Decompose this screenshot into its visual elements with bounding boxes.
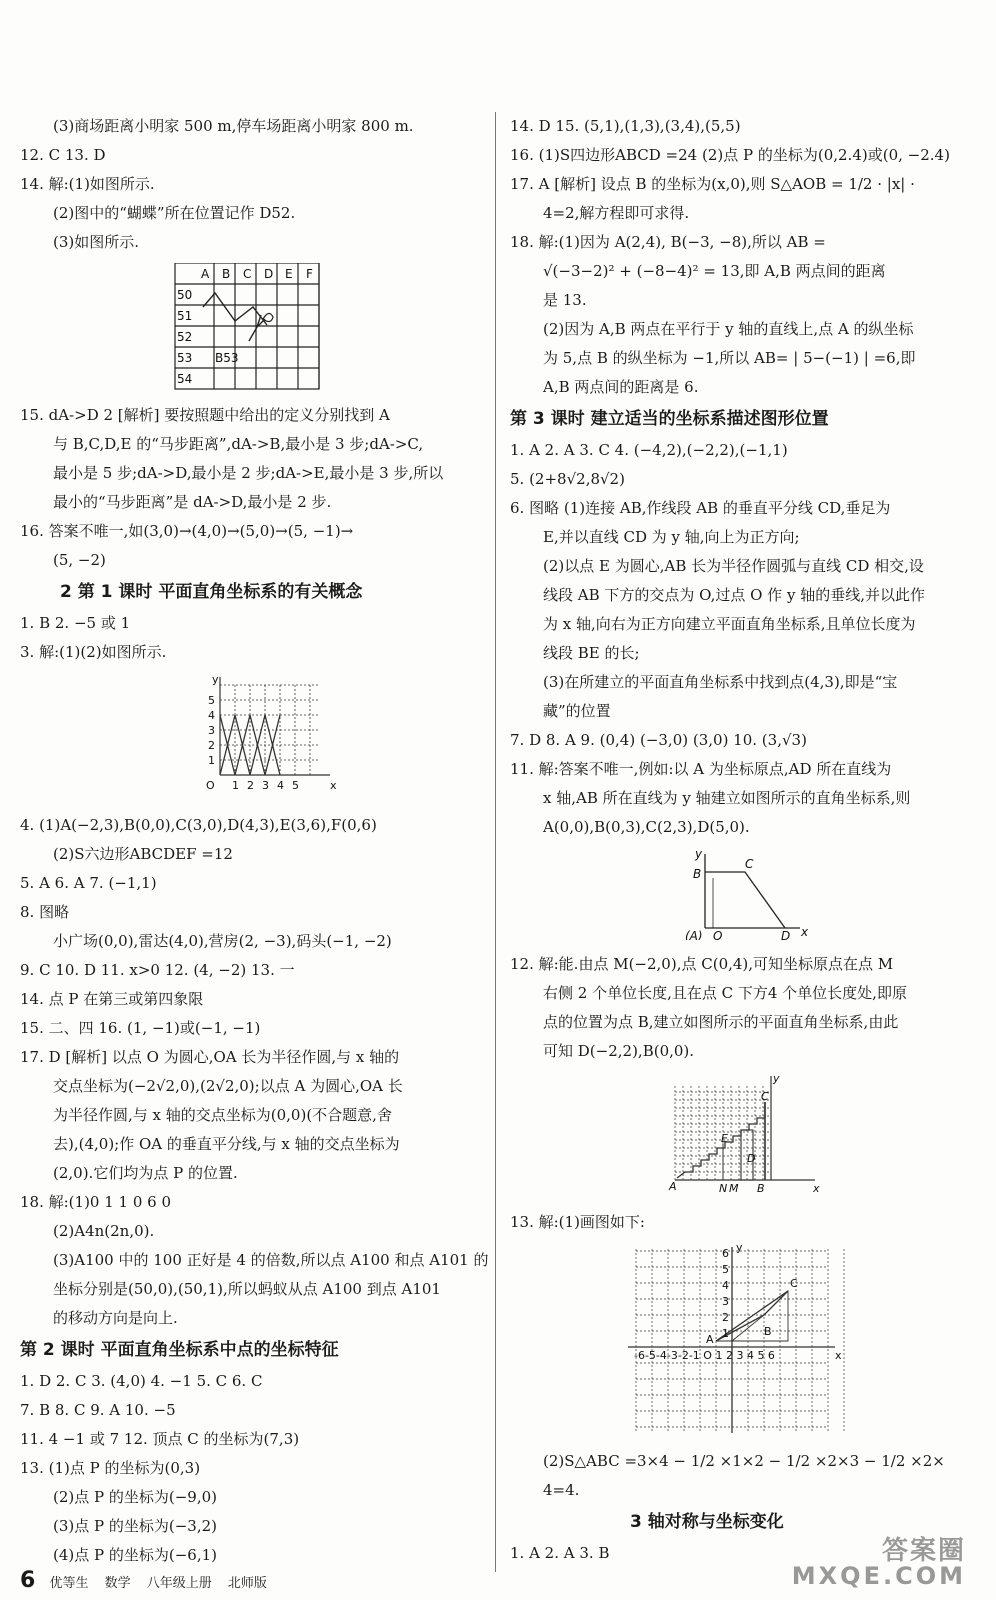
answer-line: 与 B,C,D,E 的“马步距离”,dA->B,最小是 3 步;dA->C,	[53, 435, 424, 453]
answer-line: 9. C 10. D 11. x>0 12. (4, −2) 13. 一	[20, 961, 295, 979]
answer-line: 15. 二、四 16. (1, −1)或(−1, −1)	[20, 1019, 261, 1037]
staircase-grid-figure	[510, 1072, 980, 1198]
y-tick: 4	[208, 709, 215, 722]
footer-item: 八年级上册	[146, 1576, 212, 1591]
footer-item: 数学	[104, 1576, 131, 1591]
point-label: B	[757, 1182, 765, 1195]
answer-line: 14. 解:(1)如图所示.	[20, 175, 155, 193]
x-tick: 3	[262, 779, 269, 792]
row-label: 50	[177, 288, 193, 302]
answer-line: 4=2,解方程即可求得.	[543, 204, 690, 222]
answer-line: 1. D 2. C 3. (4,0) 4. −1 5. C 6. C	[20, 1372, 263, 1390]
zigzag-figure-wrap	[20, 673, 485, 805]
answer-line: 3. 解:(1)(2)如图所示.	[20, 643, 167, 661]
answer-line: 的移动方向是向上.	[53, 1309, 178, 1327]
page-number: 6	[20, 1568, 36, 1593]
point-label: D	[781, 929, 791, 940]
answer-line: 去),(4,0);作 OA 的垂直平分线,与 x 轴的交点坐标为	[53, 1135, 400, 1153]
point-label: M	[729, 1182, 739, 1195]
x-axis-label: x	[813, 1182, 820, 1195]
answer-line: 7. D 8. A 9. (0,4) (−3,0) (3,0) 10. (3,√3)	[510, 731, 807, 749]
answer-line: 右侧 2 个单位长度,且在点 C 下方4 个单位长度处,即原	[543, 984, 907, 1002]
point-label: C	[761, 1090, 769, 1103]
y-tick: 3	[208, 724, 215, 737]
answer-line: 16. (1)S四边形ABCD =24 (2)点 P 的坐标为(0,2.4)或(0, −2.4)	[510, 146, 950, 164]
column-label: D	[264, 267, 274, 281]
answer-line: (2)点 P 的坐标为(−9,0)	[53, 1488, 218, 1506]
y-tick: 5	[208, 694, 215, 707]
answer-line: 4. (1)A(−2,3),B(0,0),C(3,0),D(4,3),E(3,6),F(0,6)	[20, 816, 377, 834]
answer-line: 最小是 5 步;dA->D,最小是 2 步;dA->E,最小是 3 步,所以	[53, 464, 444, 482]
answer-line: 12. 解:能.由点 M(−2,0),点 C(0,4),可知坐标原点在点 M	[510, 955, 894, 973]
point-label: D	[747, 1152, 756, 1165]
answer-line: (2)图中的“蝴蝶”所在位置记作 D52.	[53, 204, 296, 222]
answer-line: 1. A 2. A 3. B	[510, 1544, 610, 1562]
column-label: C	[243, 267, 252, 281]
answer-line: 可知 D(−2,2),B(0,0).	[543, 1042, 695, 1060]
answer-line: E,并以直线 CD 为 y 轴,向上为正方向;	[543, 528, 800, 546]
answer-line: (3)商场距离小明家 500 m,停车场距离小明家 800 m.	[53, 117, 414, 135]
y-tick: 1	[722, 1327, 729, 1340]
row-label: 54	[177, 372, 193, 386]
row-label: 51	[177, 309, 193, 323]
x-tick: 4	[277, 779, 284, 792]
answer-line: 藏”的位置	[543, 702, 611, 720]
footer-item: 北师版	[227, 1576, 267, 1591]
y-tick: 2	[722, 1311, 729, 1324]
section-heading: 2 第 1 课时 平面直角坐标系的有关概念	[60, 582, 363, 602]
butterfly-grid-figure	[20, 263, 320, 391]
answer-line: 交点坐标为(−2√2,0),(2√2,0);以点 A 为圆心,OA 长	[53, 1077, 403, 1095]
x-axis-label: x	[801, 925, 809, 939]
answer-line: 15. dA->D 2 [解析] 要按照题中给出的定义分别找到 A	[20, 406, 390, 424]
answer-line: 13. (1)点 P 的坐标为(0,3)	[20, 1459, 201, 1477]
answer-line: 12. C 13. D	[20, 146, 106, 164]
point-label: B53	[215, 351, 239, 365]
answer-line: 1. B 2. −5 或 1	[20, 614, 131, 632]
point-label: O	[713, 929, 723, 940]
section-heading: 第 2 课时 平面直角坐标系中点的坐标特征	[20, 1340, 339, 1360]
answer-line: (3)如图所示.	[53, 233, 140, 251]
coordinate-grid-figure	[510, 1243, 980, 1437]
y-axis-label: y	[736, 1243, 743, 1254]
point-label: A	[669, 1180, 677, 1193]
x-tick: 1	[232, 779, 239, 792]
answer-line: (3)在所建立的平面直角坐标系中找到点(4,3),即是“宝	[543, 673, 898, 691]
point-label: C	[790, 1277, 798, 1290]
watermark-logo: 答案圈	[881, 1536, 966, 1566]
answer-line: (2)以点 E 为圆心,AB 长为半径作圆弧与直线 CD 相交,设	[543, 557, 924, 575]
y-tick: 3	[722, 1295, 729, 1308]
answer-line: 是 13.	[543, 291, 587, 309]
answer-line: 线段 AB 下方的交点为 O,过点 O 作 y 轴的垂线,并以此作	[543, 586, 925, 604]
right-column	[510, 112, 980, 1568]
y-tick: 6	[722, 1247, 729, 1260]
answer-line: 13. 解:(1)画图如下:	[510, 1213, 645, 1231]
x-axis-label: x	[835, 1349, 842, 1362]
answer-line: 最小的“马步距离”是 dA->D,最小是 2 步.	[53, 493, 332, 511]
answer-line: 为 5,点 B 的纵坐标为 −1,所以 AB= | 5−(−1) | =6,即	[543, 349, 916, 367]
answer-line: (5, −2)	[53, 551, 106, 569]
answer-line: A,B 两点间的距离是 6.	[543, 378, 699, 396]
left-column	[20, 112, 489, 1570]
answer-line: (2)S六边形ABCDEF =12	[53, 845, 233, 863]
answer-line: (4)点 P 的坐标为(−6,1)	[53, 1546, 218, 1564]
point-label: B	[693, 867, 702, 881]
section-heading: 3 轴对称与坐标变化	[630, 1512, 784, 1532]
column-label: F	[306, 267, 313, 281]
y-tick: 1	[208, 754, 215, 767]
point-label: A	[706, 1333, 714, 1346]
zigzag-coordinate-figure	[20, 673, 485, 801]
point-label: B	[764, 1325, 772, 1338]
answer-line: (3)点 P 的坐标为(−3,2)	[53, 1517, 218, 1535]
answer-line: 5. (2+8√2,8√2)	[510, 470, 625, 488]
column-label: E	[285, 267, 293, 281]
answer-line: A(0,0),B(0,3),C(2,3),D(5,0).	[543, 818, 750, 836]
column-label: B	[222, 267, 231, 281]
point-label: C	[745, 857, 754, 871]
answer-line: 坐标分别是(50,0),(50,1),所以蚂蚁从点 A100 到点 A101	[53, 1280, 441, 1298]
trapezoid-figure	[510, 848, 980, 940]
trap-figure-wrap	[510, 848, 980, 944]
answer-line: (2)因为 A,B 两点在平行于 y 轴的直线上,点 A 的纵坐标	[543, 320, 914, 338]
answer-line: 18. 解:(1)0 1 1 0 6 0	[20, 1193, 172, 1211]
column-label: A	[201, 267, 210, 281]
row-label: 52	[177, 330, 193, 344]
answer-line: 16. 答案不唯一,如(3,0)→(4,0)→(5,0)→(5, −1)→	[20, 522, 354, 540]
y-tick: 4	[722, 1279, 729, 1292]
answer-line: √(−3−2)² + (−8−4)² = 13,即 A,B 两点间的距离	[543, 262, 886, 280]
point-label: (A)	[685, 929, 703, 940]
grid1-figure-wrap	[20, 263, 485, 395]
x-tick-labels: -6-5-4-3-2-1 O 1 2 3 4 5 6	[634, 1349, 775, 1362]
answer-line: 11. 4 −1 或 7 12. 顶点 C 的坐标为(7,3)	[20, 1430, 300, 1448]
answer-line: (2)A4n(2n,0).	[53, 1222, 155, 1240]
origin-label: O	[206, 779, 215, 792]
answer-line: 17. A [解析] 设点 B 的坐标为(x,0),则 S△AOB = 1/2 · |x| ·	[510, 175, 915, 193]
section-heading: 第 3 课时 建立适当的坐标系描述图形位置	[510, 409, 829, 429]
y-axis-label: y	[773, 1072, 780, 1085]
answer-line: (2)S△ABC =3×4 − 1/2 ×1×2 − 1/2 ×2×3 − 1/2 ×2×	[543, 1452, 945, 1470]
answer-line: 17. D [解析] 以点 O 为圆心,OA 长为半径作圆,与 x 轴的	[20, 1048, 400, 1066]
x-axis-label: x	[330, 779, 337, 792]
answer-line: 14. D 15. (5,1),(1,3),(3,4),(5,5)	[510, 117, 741, 135]
y-axis-label: y	[695, 848, 703, 861]
answer-line: 11. 解:答案不唯一,例如:以 A 为坐标原点,AD 所在直线为	[510, 760, 892, 778]
answer-line: 小广场(0,0),雷达(4,0),营房(2, −3),码头(−1, −2)	[53, 932, 392, 950]
x-tick: 5	[292, 779, 299, 792]
answer-line: 18. 解:(1)因为 A(2,4), B(−3, −8),所以 AB =	[510, 233, 826, 251]
y-axis-label: y	[212, 673, 219, 686]
answer-line: 8. 图略	[20, 903, 70, 921]
answer-line: 为 x 轴,向右为正方向建立平面直角坐标系,且单位长度为	[543, 615, 916, 633]
stairs-figure-wrap	[510, 1072, 980, 1202]
answer-line: 5. A 6. A 7. (−1,1)	[20, 874, 157, 892]
answer-line: 4=4.	[543, 1481, 580, 1499]
point-label: E	[721, 1132, 728, 1145]
answer-line: 7. B 8. C 9. A 10. −5	[20, 1401, 176, 1419]
answer-line: x 轴,AB 所在直线为 y 轴建立如图所示的直角坐标系,则	[543, 789, 911, 807]
y-tick: 2	[208, 739, 215, 752]
big-figure-wrap	[510, 1243, 980, 1441]
answer-line: 为半径作圆,与 x 轴的交点坐标为(0,0)(不合题意,舍	[53, 1106, 392, 1124]
answer-line: 14. 点 P 在第三或第四象限	[20, 990, 204, 1008]
x-tick: 2	[247, 779, 254, 792]
point-label: N	[719, 1182, 728, 1195]
row-label: 53	[177, 351, 193, 365]
footer	[20, 1568, 279, 1593]
watermark-url: MXQE.COM	[791, 1562, 966, 1590]
column-divider	[495, 112, 496, 1572]
answer-line: (3)A100 中的 100 正好是 4 的倍数,所以点 A100 和点 A101 的	[53, 1251, 489, 1269]
answer-line: 点的位置为点 B,建立如图所示的平面直角坐标系,由此	[543, 1013, 899, 1031]
footer-item: 优等生	[49, 1576, 89, 1591]
answer-line: 线段 BE 的长;	[543, 644, 640, 662]
answer-line: (2,0).它们均为点 P 的位置.	[53, 1164, 238, 1182]
answer-line: 6. 图略 (1)连接 AB,作线段 AB 的垂直平分线 CD,垂足为	[510, 499, 891, 517]
y-tick: 5	[722, 1263, 729, 1276]
answer-line: 1. A 2. A 3. C 4. (−4,2),(−2,2),(−1,1)	[510, 441, 788, 459]
